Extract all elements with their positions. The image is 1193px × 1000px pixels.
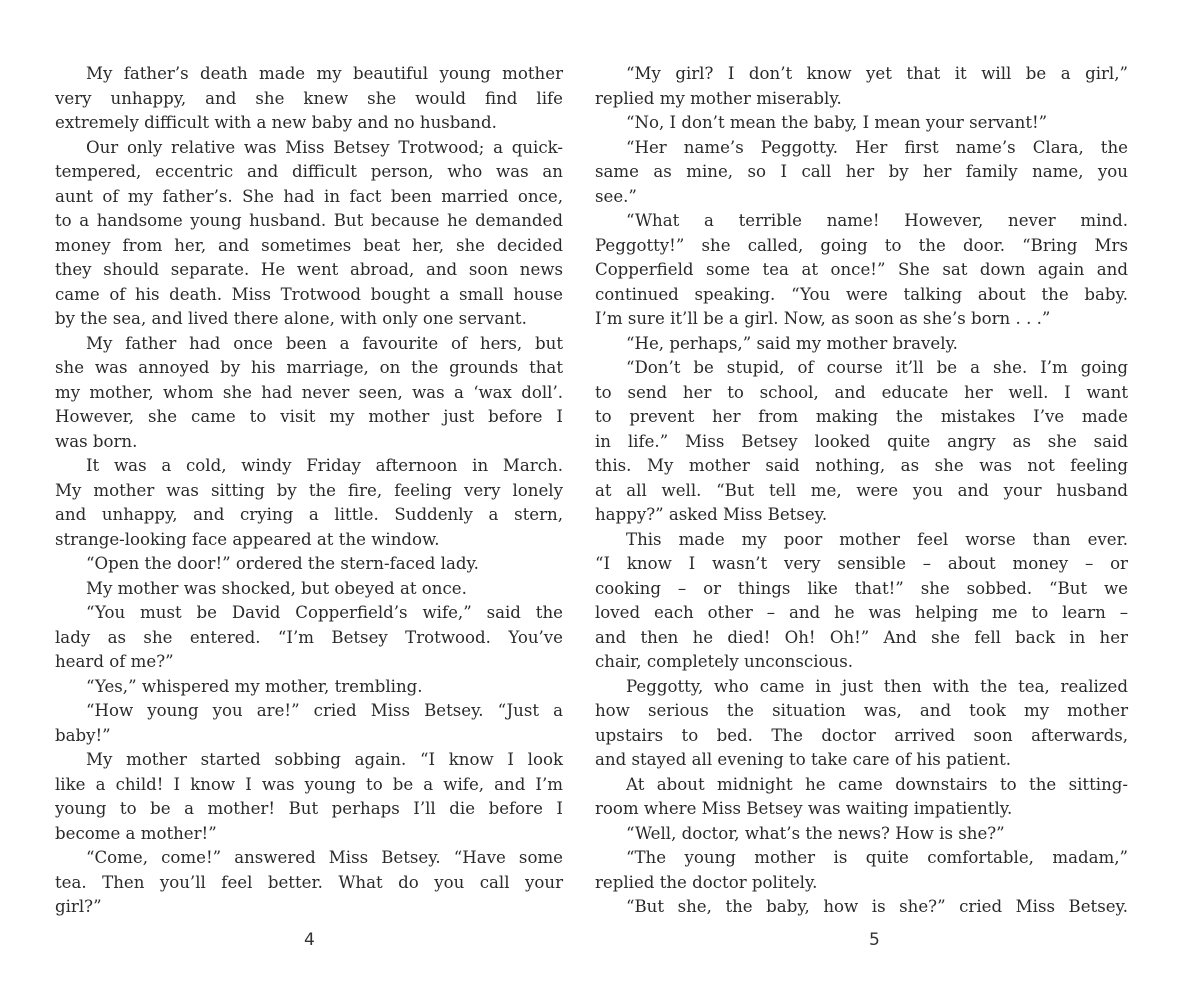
text-line: tempered, eccentric and difficult person, who was an — [55, 162, 563, 181]
text-line: Our only relative was Miss Betsey Trotwood; a quick- — [86, 137, 563, 157]
text-line: However, she came to visit my mother just before I — [55, 407, 563, 426]
text-line: My mother was sitting by the fire, feeling very lonely — [55, 480, 563, 500]
text-line: they should separate. He went abroad, and soon news — [55, 260, 563, 279]
paragraph — [595, 675, 1128, 773]
paragraph — [55, 601, 563, 675]
paragraph — [595, 209, 1128, 332]
text-line: replied the doctor politely. — [595, 872, 818, 892]
text-line: and then he died! Oh! Oh!” And she fell back in her — [595, 627, 1128, 647]
text-line: My father had once been a favourite of hers, but — [86, 333, 563, 353]
paragraph — [595, 895, 1128, 920]
text-line: tea. Then you’ll feel better. What do you call your — [55, 872, 563, 892]
text-line: “My girl? I don’t know yet that it will be a girl,” — [626, 64, 1128, 83]
paragraph — [595, 332, 1128, 357]
text-line: become a mother!” — [55, 823, 217, 843]
text-line: at all well. “But tell me, were you and your husband — [595, 480, 1128, 500]
paragraph — [55, 699, 563, 748]
text-line: heard of me?” — [55, 652, 174, 671]
text-line: like a child! I know I was young to be a wife, and I’m — [55, 774, 563, 794]
text-line: girl?” — [55, 897, 102, 916]
text-line: strange-looking face appeared at the window. — [55, 529, 440, 549]
text-line: to send her to school, and educate her well. I want — [595, 382, 1128, 402]
text-line: This made my poor mother feel worse than ever. — [626, 529, 1128, 549]
paragraph — [595, 846, 1128, 895]
text-line: Copperfield some tea at once!” She sat down again and — [595, 260, 1128, 279]
text-line: cooking – or things like that!” she sobbed. “But we — [595, 578, 1128, 598]
paragraph — [595, 822, 1128, 847]
paragraph — [595, 111, 1128, 136]
text-line: was born. — [55, 431, 138, 451]
page-number-right: 5 — [869, 930, 880, 950]
text-line: “But she, the baby, how is she?” cried Miss Betsey. — [626, 897, 1128, 916]
paragraph — [55, 454, 563, 552]
text-line: “The young mother is quite comfortable, madam,” — [626, 848, 1128, 867]
text-line: “Her name’s Peggotty. Her first name’s Clara, the — [626, 137, 1128, 157]
paragraph — [55, 552, 563, 577]
text-line: My mother started sobbing again. “I know I look — [86, 750, 563, 769]
text-line: “Come, come!” answered Miss Betsey. “Have some — [86, 848, 563, 867]
paragraph — [595, 62, 1128, 111]
text-line: very unhappy, and she knew she would find life — [55, 88, 563, 108]
text-line: see.” — [595, 186, 637, 206]
text-line: to a handsome young husband. But because he demanded — [55, 211, 563, 230]
text-line: “What a terrible name! However, never mind. — [626, 211, 1128, 230]
text-line: happy?” asked Miss Betsey. — [595, 505, 828, 524]
text-line: “I know I wasn’t very sensible – about money – or — [595, 554, 1128, 573]
text-line: my mother, whom she had never seen, was a ‘wax doll’. — [55, 382, 563, 402]
text-line: lady as she entered. “I’m Betsey Trotwood. You’ve — [55, 627, 563, 647]
paragraph — [595, 356, 1128, 528]
left-page — [55, 62, 563, 920]
text-line: My mother was shocked, but obeyed at once. — [86, 578, 467, 598]
text-line: by the sea, and lived there alone, with only one servant. — [55, 309, 527, 328]
paragraph — [55, 332, 563, 455]
paragraph — [55, 675, 563, 700]
text-line: room where Miss Betsey was waiting impatiently. — [595, 799, 1013, 818]
text-line: At about midnight he came downstairs to the sitting- — [626, 774, 1128, 794]
text-line: came of his death. Miss Trotwood bought a small house — [55, 284, 563, 304]
text-line: this. My mother said nothing, as she was not feeling — [595, 456, 1128, 475]
page-number-left: 4 — [304, 930, 315, 950]
text-line: “Open the door!” ordered the stern-faced lady. — [86, 554, 479, 573]
text-line: and unhappy, and crying a little. Suddenly a stern, — [55, 505, 563, 524]
text-line: replied my mother miserably. — [595, 88, 842, 108]
paragraph — [55, 748, 563, 846]
text-line: “How young you are!” cried Miss Betsey. “Just a — [86, 701, 563, 720]
text-line: aunt of my father’s. She had in fact been married once, — [55, 186, 563, 206]
text-line: continued speaking. “You were talking about the baby. — [595, 284, 1128, 304]
text-line: I’m sure it’ll be a girl. Now, as soon as she’s born . . .” — [595, 309, 1051, 328]
text-line: My father’s death made my beautiful young mother — [86, 64, 563, 83]
text-line: “No, I don’t mean the baby, I mean your servant!” — [626, 113, 1048, 132]
paragraph — [595, 528, 1128, 675]
text-line: “You must be David Copperfield’s wife,” said the — [86, 603, 563, 622]
text-line: “Yes,” whispered my mother, trembling. — [86, 676, 423, 696]
paragraph — [55, 136, 563, 332]
paragraph — [595, 773, 1128, 822]
paragraph — [55, 62, 563, 136]
text-line: young to be a mother! But perhaps I’ll die before I — [55, 799, 563, 818]
text-line: extremely difficult with a new baby and no husband. — [55, 113, 497, 132]
text-line: “Don’t be stupid, of course it’ll be a she. I’m going — [626, 358, 1128, 377]
text-line: how serious the situation was, and took my mother — [595, 701, 1128, 720]
text-line: Peggotty!” she called, going to the door. “Bring Mrs — [595, 235, 1128, 255]
text-line: “Well, doctor, what’s the news? How is she?” — [626, 823, 1005, 843]
text-line: same as mine, so I call her by her family name, you — [595, 162, 1128, 181]
text-line: in life.” Miss Betsey looked quite angry as she said — [595, 431, 1128, 451]
text-line: she was annoyed by his marriage, on the grounds that — [55, 358, 563, 377]
paragraph — [55, 577, 563, 602]
text-line: chair, completely unconscious. — [595, 652, 853, 671]
text-line: loved each other – and he was helping me to learn – — [595, 603, 1128, 622]
text-line: baby!” — [55, 725, 111, 745]
text-line: upstairs to bed. The doctor arrived soon afterwards, — [595, 725, 1128, 745]
text-line: money from her, and sometimes beat her, she decided — [55, 235, 563, 255]
paragraph — [55, 846, 563, 920]
text-line: Peggotty, who came in just then with the tea, realized — [626, 676, 1128, 696]
right-page — [595, 62, 1128, 920]
text-line: to prevent her from making the mistakes I’ve made — [595, 407, 1128, 426]
text-line: “He, perhaps,” said my mother bravely. — [626, 333, 958, 353]
paragraph — [595, 136, 1128, 210]
text-line: and stayed all evening to take care of his patient. — [595, 750, 1012, 769]
text-line: It was a cold, windy Friday afternoon in March. — [86, 456, 563, 475]
